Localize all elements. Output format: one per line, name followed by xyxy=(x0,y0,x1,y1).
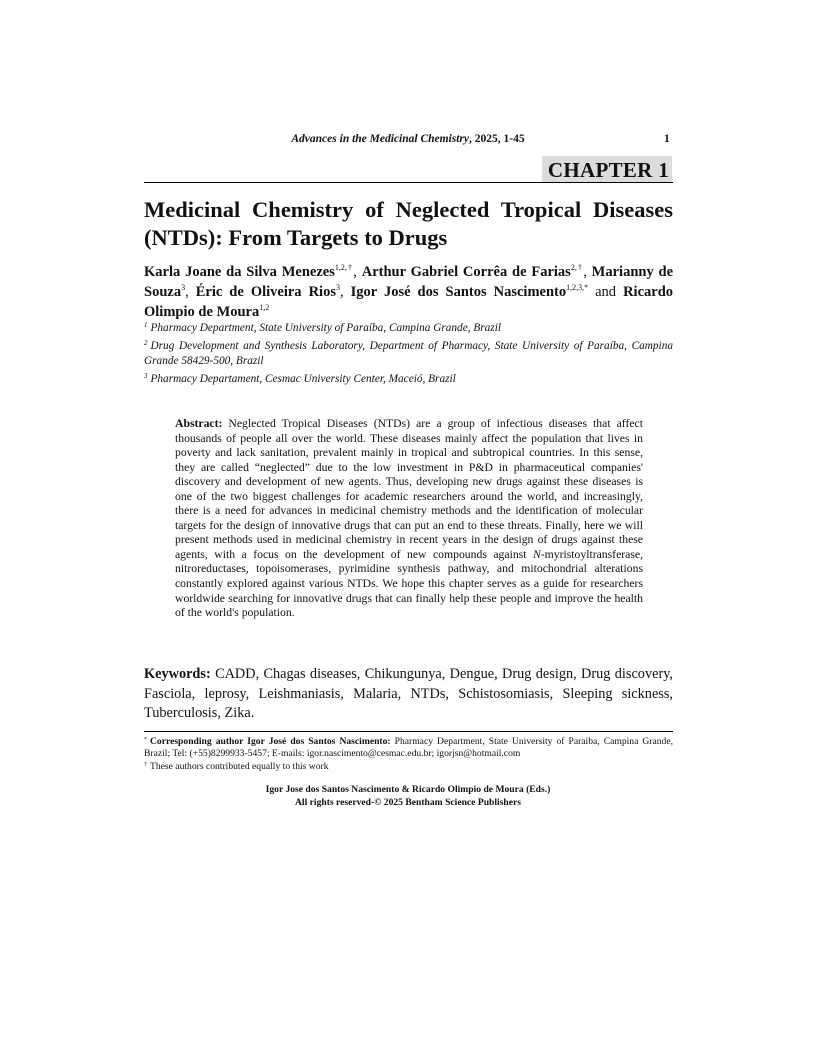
affiliation-marker: 1 xyxy=(144,321,148,329)
publisher-block xyxy=(0,784,816,809)
abstract-text-continued: -myristoyltransferase, nitroreductases, topoisomerases, pyrimidine synthesis pathway, and mitochondrial alterations constantly explored against various NTDs. We hope this chapter serves as a guide for researchers worldwide searching for innovative drugs that can finally help these people and improve the health of the world's population. xyxy=(175,547,643,620)
author-name: Ricardo Olimpio de Moura xyxy=(144,284,674,320)
author-affiliation-marker: 3 xyxy=(335,283,340,292)
footnote-rule xyxy=(144,731,673,732)
equal-contribution-note xyxy=(144,761,673,773)
keywords-label: Keywords: xyxy=(144,666,211,682)
keywords xyxy=(144,665,673,724)
author-name: Éric de Oliveira Rios xyxy=(195,284,336,300)
author-affiliation-marker: 1,2 xyxy=(259,303,270,312)
keywords-text: CADD, Chagas diseases, Chikungunya, Dengue, Drug design, Drug discovery, Fasciola, leprosy, Leishmaniasis, Malaria, NTDs, Schistosomiasis, Sleeping sickness, Tuberculosis, Zika. xyxy=(144,666,673,721)
footnotes xyxy=(144,736,673,773)
abstract-italic: N xyxy=(532,547,541,561)
corresponding-author-note xyxy=(144,736,673,761)
abstract-label: Abstract: xyxy=(175,417,223,430)
author-separator: , xyxy=(185,284,196,300)
author-affiliation-marker: 3 xyxy=(181,283,186,292)
affiliation xyxy=(144,339,673,370)
affiliation-text: Pharmacy Department, State University of Paraíba, Campina Grande, Brazil xyxy=(150,322,501,334)
corresponding-text: Pharmacy Department, State University of Paraiba, Campina Grande, Brazil; Tel: (+55)8299933-5457; E-mails: igor.nascimento@cesmac.edu.br; igorjsn@hotmail.com xyxy=(144,736,674,760)
affiliation-list xyxy=(144,321,673,389)
author-affiliation-marker: 1,2,3,* xyxy=(566,283,589,292)
rights-line: All rights reserved-© 2025 Bentham Science Publishers xyxy=(294,796,522,808)
journal-details: , 2025, 1-45 xyxy=(469,133,525,145)
author-separator: , xyxy=(353,264,362,280)
chapter-label: CHAPTER 1 xyxy=(542,156,672,183)
corresponding-label: Corresponding author Igor José dos Santos Nascimento: xyxy=(150,736,391,747)
abstract-text: Neglected Tropical Diseases (NTDs) are a group of infectious diseases that affect thousands of people all over the world. These diseases mainly affect the population that lives in poverty and lack sanitation, prevalent mainly in tropical and subtropical countries. In this sense, they are called “neglected” due to the low investment in P&D in pharmaceutical companies' discovery and development of new agents. Thus, developing new drugs against these diseases is one of the two biggest challenges for academic researchers around the world, and increasingly, there is a need for advances in medicinal chemistry methods and the identification of molecular targets for the design of innovative drugs that can put an end to these threats. Finally, here we will present methods used in medicinal chemistry in recent years in the design of drugs against these agents, with a focus on the development of new compounds against xyxy=(175,417,643,561)
affiliation xyxy=(144,321,673,337)
chapter-rule xyxy=(144,182,673,183)
running-head xyxy=(0,133,816,145)
author-affiliation-marker: 1,2,† xyxy=(334,263,354,272)
affiliation xyxy=(144,372,673,388)
journal-name: Advances in the Medicinal Chemistry xyxy=(291,133,470,145)
affiliation-marker: 3 xyxy=(144,371,148,380)
author-name: Arthur Gabriel Corrêa de Farias xyxy=(361,264,571,280)
page-number: 1 xyxy=(664,133,670,145)
author-separator: and xyxy=(588,284,624,300)
affiliation-text: Pharmacy Departament, Cesmac University Center, Maceió, Brazil xyxy=(150,372,456,385)
footnote-marker: † xyxy=(144,761,147,768)
editors-line: Igor Jose dos Santos Nascimento & Ricardo Olimpio de Moura (Eds.) xyxy=(265,784,551,795)
affiliation-marker: 2 xyxy=(144,338,148,347)
author-name: Karla Joane da Silva Menezes xyxy=(144,264,335,280)
footnote-marker: * xyxy=(144,737,147,743)
affiliation-text: Drug Development and Synthesis Laboratory, Department of Pharmacy, State University of Paraíba, Campina Grande 58429-500, Brazil xyxy=(144,339,673,367)
author-separator: , xyxy=(339,284,351,300)
author-name: Marianny de Souza xyxy=(144,264,674,300)
author-separator: , xyxy=(583,264,592,280)
author-name: Igor José dos Santos Nascimento xyxy=(350,284,567,300)
equal-contribution-text: These authors contributed equally to this work xyxy=(150,760,329,772)
chapter-title: Medicinal Chemistry of Neglected Tropical Diseases (NTDs): From Targets to Drugs xyxy=(144,197,673,250)
author-list xyxy=(144,262,673,322)
abstract xyxy=(175,417,643,621)
author-affiliation-marker: 2,† xyxy=(570,263,584,272)
